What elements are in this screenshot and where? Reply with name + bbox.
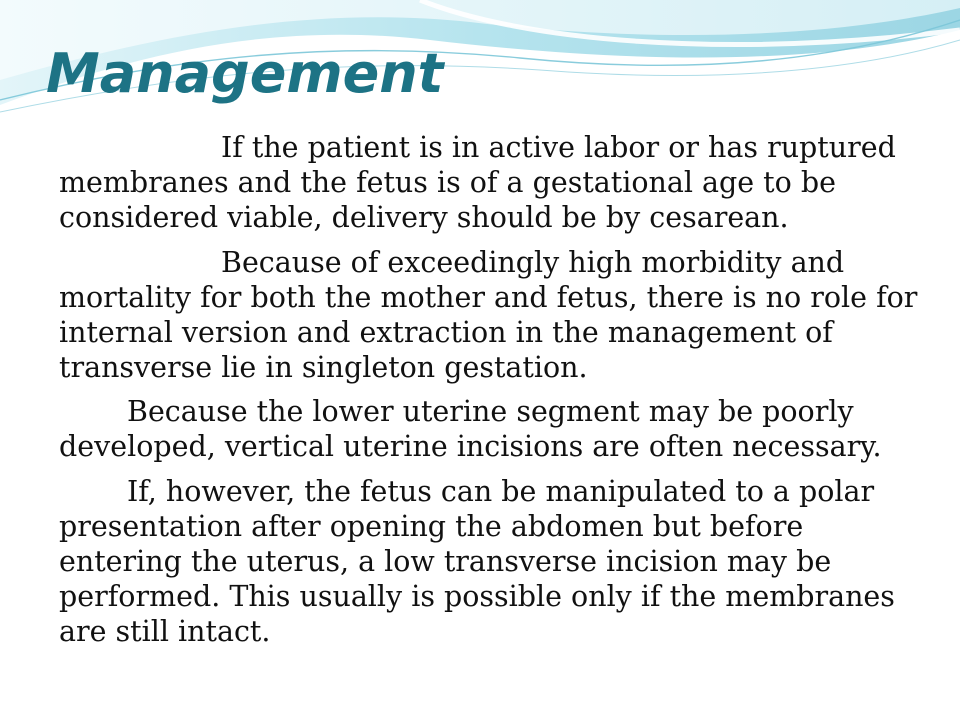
slide-title: Management: [46, 42, 444, 105]
paragraph-vertical-incision: Because the lower uterine segment may be poorly developed, vertical uterine incisions are often necessary.: [59, 395, 882, 463]
paragraph-low-transverse-incision: If, however, the fetus can be manipulated to a polar presentation after opening the abdomen but before entering the uterus, a low transverse incision may be performed. This usually is possible only if the membranes are still intact.: [59, 474, 895, 648]
paragraph-internal-version: Because of exceedingly high morbidity and mortality for both the mother and fetus, there is no role for internal version and extraction in the management of transverse lie in singleton gestation.: [59, 245, 918, 384]
slide-body: [59, 130, 931, 658]
paragraph-cesarean-delivery: If the patient is in active labor or has ruptured membranes and the fetus is of a gestational age to be considered viable, delivery should be by cesarean.: [59, 131, 896, 234]
